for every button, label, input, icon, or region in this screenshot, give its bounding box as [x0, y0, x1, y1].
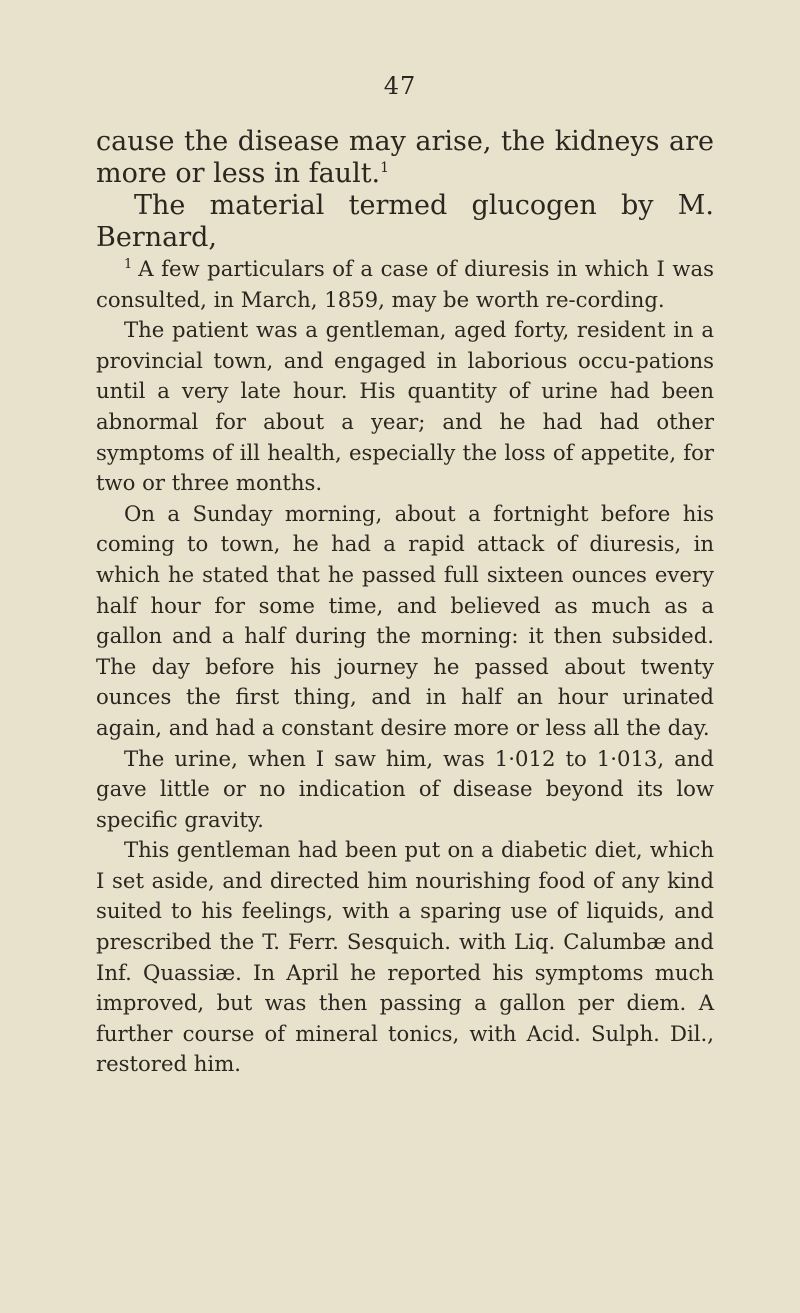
footnote-paragraph: The urine, when I saw him, was 1·012 to 1·013, and gave little or no indication of disease beyond its low specific gravity.	[96, 745, 714, 832]
footnote-paragraph: On a Sunday morning, about a fortnight before his coming to town, he had a rapid attack of diuresis, in which he stated that he passed full sixteen ounces every half hour for some time, and believed as much as a gallon and a half during the morning: it then subsided. The day before his journey he passed about twenty ounces the first thing, and in half an hour urinated again, and had a constant desire more or less all the day.	[96, 500, 714, 740]
footnote-text: A few particulars of a case of diuresis in which I was consulted, in March, 1859, may be worth re-cording.	[96, 256, 714, 312]
footnote-section	[96, 254, 714, 1080]
footnote-reference: 1	[380, 160, 390, 176]
main-text	[96, 126, 714, 254]
main-paragraph	[96, 126, 714, 190]
footnote-paragraph	[96, 254, 714, 315]
footnote-marker: 1	[124, 256, 133, 272]
page-number: 47	[383, 72, 417, 100]
main-paragraph-text: cause the disease may arise, the kidneys are more or less in fault.	[96, 126, 714, 189]
footnote-paragraph: This gentleman had been put on a diabetic diet, which I set aside, and directed him nourishing food of any kind suited to his feelings, with a sparing use of liquids, and prescribed the T. Ferr. Sesquich. with Liq. Calumbæ and Inf. Quassiæ. In April he reported his symptoms much improved, but was then passing a gallon per diem. A further course of mineral tonics, with Acid. Sulph. Dil., restored him.	[96, 837, 714, 1077]
main-paragraph: The material termed glucogen by M. Bernard,	[96, 190, 714, 253]
footnote-paragraph: The patient was a gentleman, aged forty, resident in a provincial town, and engaged in laborious occu-pations until a very late hour. His quantity of urine had been abnormal for about a year; and he had had other symptoms of ill health, especially the loss of appetite, for two or three months.	[96, 317, 714, 496]
